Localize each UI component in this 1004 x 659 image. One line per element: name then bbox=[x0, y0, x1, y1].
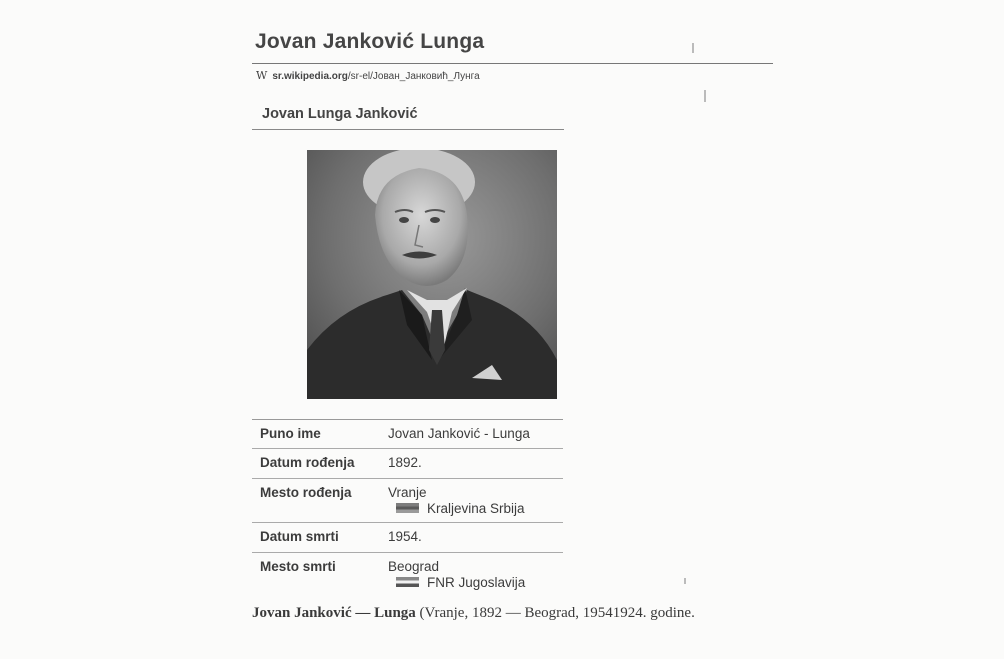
title-divider bbox=[252, 63, 773, 64]
wikipedia-logo-icon: W bbox=[256, 69, 268, 82]
infobox-row bbox=[252, 449, 563, 479]
infobox-label: Puno ime bbox=[260, 426, 321, 441]
infobox-table bbox=[252, 419, 563, 595]
source-line bbox=[256, 69, 480, 82]
infobox-title: Jovan Lunga Janković bbox=[262, 106, 418, 122]
infobox-row bbox=[252, 479, 563, 523]
infobox-value: 1954. bbox=[388, 529, 422, 544]
infobox-label: Mesto smrti bbox=[260, 559, 336, 574]
infobox-value: Vranje bbox=[388, 485, 427, 500]
infobox-row bbox=[252, 553, 563, 595]
infobox-value: Jovan Janković - Lunga bbox=[388, 426, 530, 441]
scan-artifact bbox=[684, 578, 686, 584]
source-path: /sr-el/Јован_Јанковић_Лунга bbox=[347, 71, 480, 82]
infobox-value: Beograd bbox=[388, 559, 440, 574]
serbia-flag-icon bbox=[396, 503, 419, 513]
scan-artifact bbox=[692, 43, 694, 53]
portrait-image bbox=[307, 150, 557, 399]
scan-artifact bbox=[704, 90, 706, 102]
infobox-row bbox=[252, 523, 563, 553]
infobox-label: Datum smrti bbox=[260, 529, 339, 544]
infobox-label: Datum rođenja bbox=[260, 455, 355, 470]
infobox-title-divider bbox=[252, 129, 564, 130]
caption-name: Jovan Janković — Lunga bbox=[252, 605, 416, 621]
yugoslavia-flag-icon bbox=[396, 577, 419, 587]
portrait-photo bbox=[307, 150, 557, 399]
biography-caption bbox=[252, 605, 695, 622]
infobox-row bbox=[252, 420, 563, 449]
infobox-label: Mesto rođenja bbox=[260, 485, 352, 500]
infobox-subvalue: FNR Jugoslavija bbox=[427, 575, 526, 590]
infobox-subvalue: Kraljevina Srbija bbox=[427, 501, 525, 516]
caption-details: (Vranje, 1892 — Beograd, 19541924. godine. bbox=[415, 605, 695, 621]
infobox-value: 1892. bbox=[388, 455, 422, 470]
page-title: Jovan Janković Lunga bbox=[255, 30, 485, 53]
source-domain: sr.wikipedia.org bbox=[272, 71, 348, 82]
